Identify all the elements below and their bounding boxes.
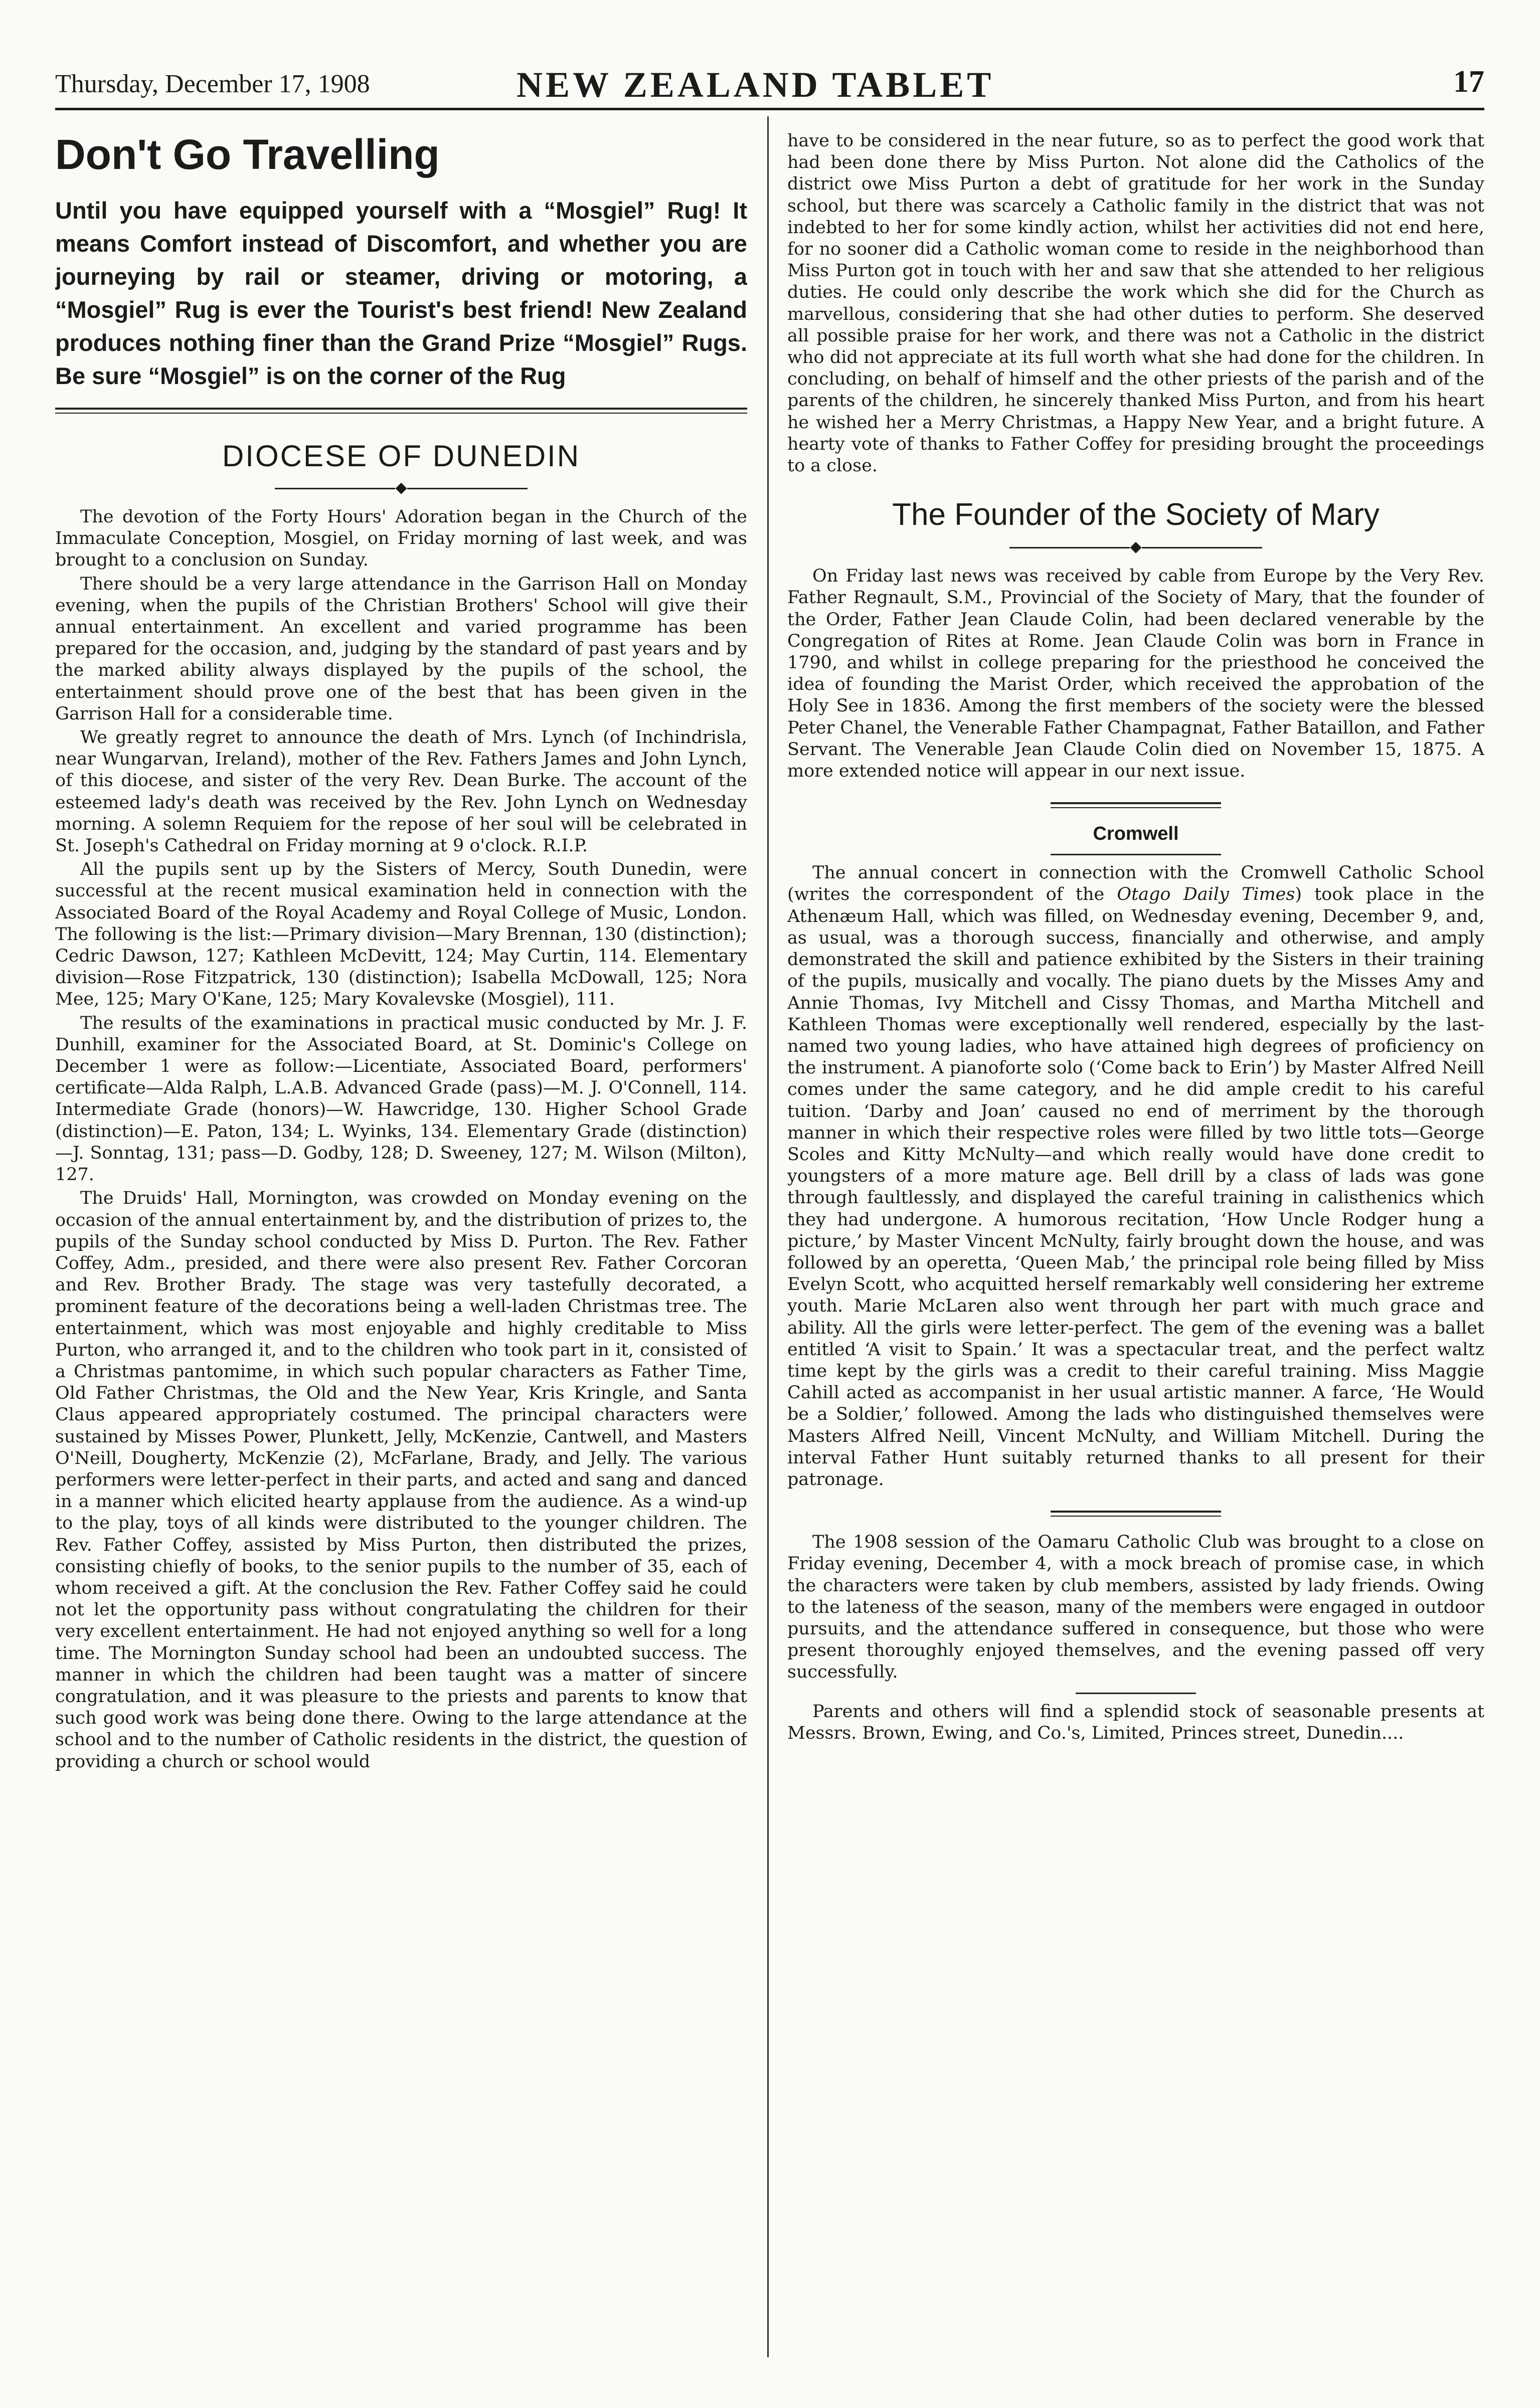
column-divider <box>767 116 769 2357</box>
diocese-paragraph: We greatly regret to announce the death of Mrs. Lynch (of Inchindrisla, near Wungarvan, Ireland), mother of the Rev. Fathers James and John Lynch, of this diocese, and sister of the very Rev. Dean Burke. The account of the esteemed lady's death was received by the Rev. John Lynch on Wednesday morning. A solemn Requiem for the repose of her soul will be celebrated in St. Joseph's Cathedral on Friday morning at 9 o'clock. R.I.P. <box>55 727 747 856</box>
right-column <box>787 130 1484 2376</box>
oamaru-paragraph: The 1908 session of the Oamaru Catholic Club was brought to a close on Friday evening, December 4, with a mock breach of promise case, in which the characters were taken by club members, assisted by lady friends. Owing to the lateness of the season, many of the members were engaged in outdoor pursuits, and the attendance suffered in consequence, but those who were present thoroughly enjoyed themselves, and the evening passed off very successfully. <box>787 1532 1484 1683</box>
left-column <box>55 130 747 2376</box>
founder-paragraph: On Friday last news was received by cable from Europe by the Very Rev. Father Regnault, S.M., Provincial of the Society of Mary, that the founder of the Order, Father Jean Claude Colin, had been declared venerable by the Congregation of Rites at Rome. Jean Claude Colin was born in France in 1790, and whilst in college preparing for the priesthood he conceived the idea of founding the Marist Order, which received the approbation of the Holy See in 1836. Among the first members of the society were the blessed Peter Chanel, the Venerable Father Champagnat, Father Bataillon, and Father Servant. The Venerable Jean Claude Colin died on November 15, 1875. A more extended notice will appear in our next issue. <box>787 566 1484 782</box>
notice-paragraph: Parents and others will find a splendid stock of seasonable presents at Messrs. Brown, Ewing, and Co.'s, Limited, Princes street, Dunedin.... <box>787 1701 1484 1743</box>
diocese-paragraph: The Druids' Hall, Mornington, was crowded on Monday evening on the occasion of the annual entertainment by, and the distribution of prizes to, the pupils of the Sunday school conducted by Miss D. Purton. The Rev. Father Coffey, Adm., presided, and there were also present Rev. Father Corcoran and Rev. Brother Brady. The stage was very tastefully decorated, a prominent feature of the decorations being a well-laden Christmas tree. The entertainment, which was most enjoyable and highly creditable to Miss Purton, who arranged it, and to the children who took part in it, consisted of a Christmas pantomime, in which such popular characters as Father Time, Old Father Christmas, the Old and the New Year, Kris Kringle, and Santa Claus appeared appropriately costumed. The principal characters were sustained by Misses Power, Plunkett, Jelly, McKenzie, Cantwell, and Masters O'Neill, Dougherty, McKenzie (2), McFarlane, Brady, and Jelly. The various performers were letter-perfect in their parts, and acted and sang and danced in a manner which elicited hearty applause from the audience. As a wind-up to the play, toys of all kinds were distributed to the younger children. The Rev. Father Coffey, assisted by Miss Purton, then distributed the prizes, consisting chiefly of books, to the senior pupils to the number of 35, each of whom received a gift. At the conclusion the Rev. Father Coffey said he could not let the opportunity pass without congratulating the children for their very excellent entertainment. He had not enjoyed anything so well for a long time. The Mornington Sunday school had been an undoubted success. The manner in which the children had been taught was a matter of sincere congratulation, and it was pleasure to the priests and parents to know that such good work was being done there. Owing to the large attendance at the school and to the number of Catholic residents in the district, the question of providing a church or school would <box>55 1188 747 1772</box>
founder-title: The Founder of the Society of Mary <box>892 497 1380 532</box>
header-rule <box>55 108 1484 110</box>
cromwell-paragraph <box>787 862 1484 1491</box>
ad-body: Until you have equipped yourself with a “Mosgiel” Rug! It means Comfort instead of Discomfort, and whether you are journeying by rail or steamer, driving or motoring, a “Mosgiel” Rug is ever the Tourist's best friend! New Zealand produces nothing finer than the Grand Prize “Mosgiel” Rugs. Be sure “Mosgiel” is on the corner of the Rug <box>55 197 747 389</box>
section-ornament: ◆ <box>787 539 1484 554</box>
mosgiel-advertisement <box>55 130 747 393</box>
page-number: 17 <box>1453 65 1484 99</box>
page-header <box>55 60 1484 105</box>
section-rule <box>1076 1693 1196 1694</box>
diocese-paragraph: The devotion of the Forty Hours' Adoration began in the Church of the Immaculate Conception, Mosgiel, on Friday morning of last week, and was brought to a conclusion on Sunday. <box>55 507 747 571</box>
title-rule <box>1051 854 1221 855</box>
diocese-paragraph: The results of the examinations in practical music conducted by Mr. J. F. Dunhill, examiner for the Associated Board, at St. Dominic's College on December 1 were as follow:—Licentiate, Associated Board, performers' certificate—Alda Ralph, L.A.B. Advanced Grade (pass)—M. J. O'Connell, 114. Intermediate Grade (honors)—W. Hawcridge, 130. Higher School Grade (distinction)—E. Paton, 134; L. Wyinks, 134. Elementary Grade (distinction)—J. Sonntag, 131; pass—D. Godby, 128; D. Sweeney, 127; M. Wilson (Milton), 127. <box>55 1013 747 1185</box>
diocese-continuation: have to be considered in the near future, so as to perfect the good work that had been done there by Miss Purton. Not alone did the Catholics of the district owe Miss Purton a debt of gratitude for her work in the Sunday school, but there was scarcely a Catholic family in the district that was not indebted to her for some kindly action, whilst her activities did not end here, for no sooner did a Catholic woman come to reside in the neighborhood than Miss Purton got in touch with her and saw that she attended to her religious duties. He could only describe the work which she did for the Church as marvellous, considering that she had other duties to perform. She deserved all possible praise for her work, and there was not a Catholic in the district who did not appreciate at its full worth what she had done for the children. In concluding, on behalf of himself and the other priests of the parish and of the parents of the children, he sincerely thanked Miss Purton, and from his heart he wished her a Merry Christmas, a Happy New Year, and a bright future. A hearty vote of thanks to Father Coffey for presiding brought the proceedings to a close. <box>787 131 1484 476</box>
cromwell-title: Cromwell <box>1093 823 1179 845</box>
ad-headline: Don't Go Travelling <box>55 131 440 178</box>
diocese-paragraph: All the pupils sent up by the Sisters of Mercy, South Dunedin, were successful at the recent musical examination held in connection with the Associated Board of the Royal Academy and Royal College of Music, London. The following is the list:—Primary division—Mary Brennan, 130 (distinction); Cedric Dawson, 127; Kathleen McDevitt, 124; May Curtin, 114. Elementary division—Rose Fitzpatrick, 130 (distinction); Isabella McDowall, 125; Nora Mee, 125; Mary O'Kane, 125; Mary Kovalevske (Mosgiel), 111. <box>55 859 747 1010</box>
section-rule <box>1051 1511 1221 1517</box>
cromwell-body: ) took place in the Athenæum Hall, which was filled, on Wednesday evening, December 9, and, as usual, was a thorough success, financially and otherwise, and amply demonstrated the skill and patience exhibited by the Sisters in their training of the pupils, musically and vocally. The piano duets by the Misses Amy and Annie Thomas, Ivy Mitchell and Cissy Thomas, and Martha Mitchell and Kathleen Thomas were exceptionally well rendered, especially by the last-named two young ladies, who have attained high degrees of proficiency on the instrument. A pianoforte solo (‘Come back to Erin’) by Master Alfred Neill comes under the same category, and he did ample credit to his careful tuition. ‘Darby and Joan’ caused no end of merriment by the thorough manner in which their respective roles were filled by two little tots—George Scoles and Kitty McNulty—and which really would have done credit to youngsters of a more mature age. Bell drill by a class of lads was gone through faultlessly, and displayed the careful training in calisthenics which they had undergone. A humorous recitation, ‘How Uncle Rodger hung a picture,’ by Master Vincent McNulty, fairly brought down the house, and was followed by an operetta, ‘Queen Mab,’ the principal role being filled by Miss Evelyn Scott, who acquitted herself remarkably well considering her extreme youth. Marie McLaren also went through her part with much grace and ability. All the girls were letter-perfect. The gem of the evening was a ballet entitled ‘A visit to Spain.’ It was a spectacular treat, and the perfect waltz time kept by the girls was a credit to their careful training. Miss Maggie Cahill acted as accompanist in her usual artistic manner. A farce, ‘He Would be a Soldier,’ followed. Among the lads who distinguished themselves were Masters Alfred Neill, Vincent McNulty, and William Mitchell. During the interval Father Hunt suitably returned thanks to all present for their patronage. <box>787 884 1484 1490</box>
cromwell-lead: The annual concert in connection with the Cromwell Catholic School (writes the correspondent of the <box>787 863 1484 905</box>
ad-rule <box>55 408 747 414</box>
newspaper-title: NEW ZEALAND TABLET <box>517 65 994 105</box>
cromwell-source: Otago Daily Times <box>1117 884 1295 905</box>
section-rule <box>1051 802 1221 808</box>
issue-date: Thursday, December 17, 1908 <box>55 70 370 98</box>
diocese-paragraph: There should be a very large attendance in the Garrison Hall on Monday evening, when the pupils of the Christian Brothers' School will give their annual entertainment. An excellent and varied programme has been prepared for the occasion, and, judging by the standard of past years and by the marked ability always displayed by the pupils of the school, the entertainment should prove one of the best that has been given in the Garrison Hall for a considerable time. <box>55 574 747 724</box>
diocese-title: DIOCESE OF DUNEDIN <box>222 439 581 473</box>
section-ornament: ◆ <box>55 480 747 495</box>
